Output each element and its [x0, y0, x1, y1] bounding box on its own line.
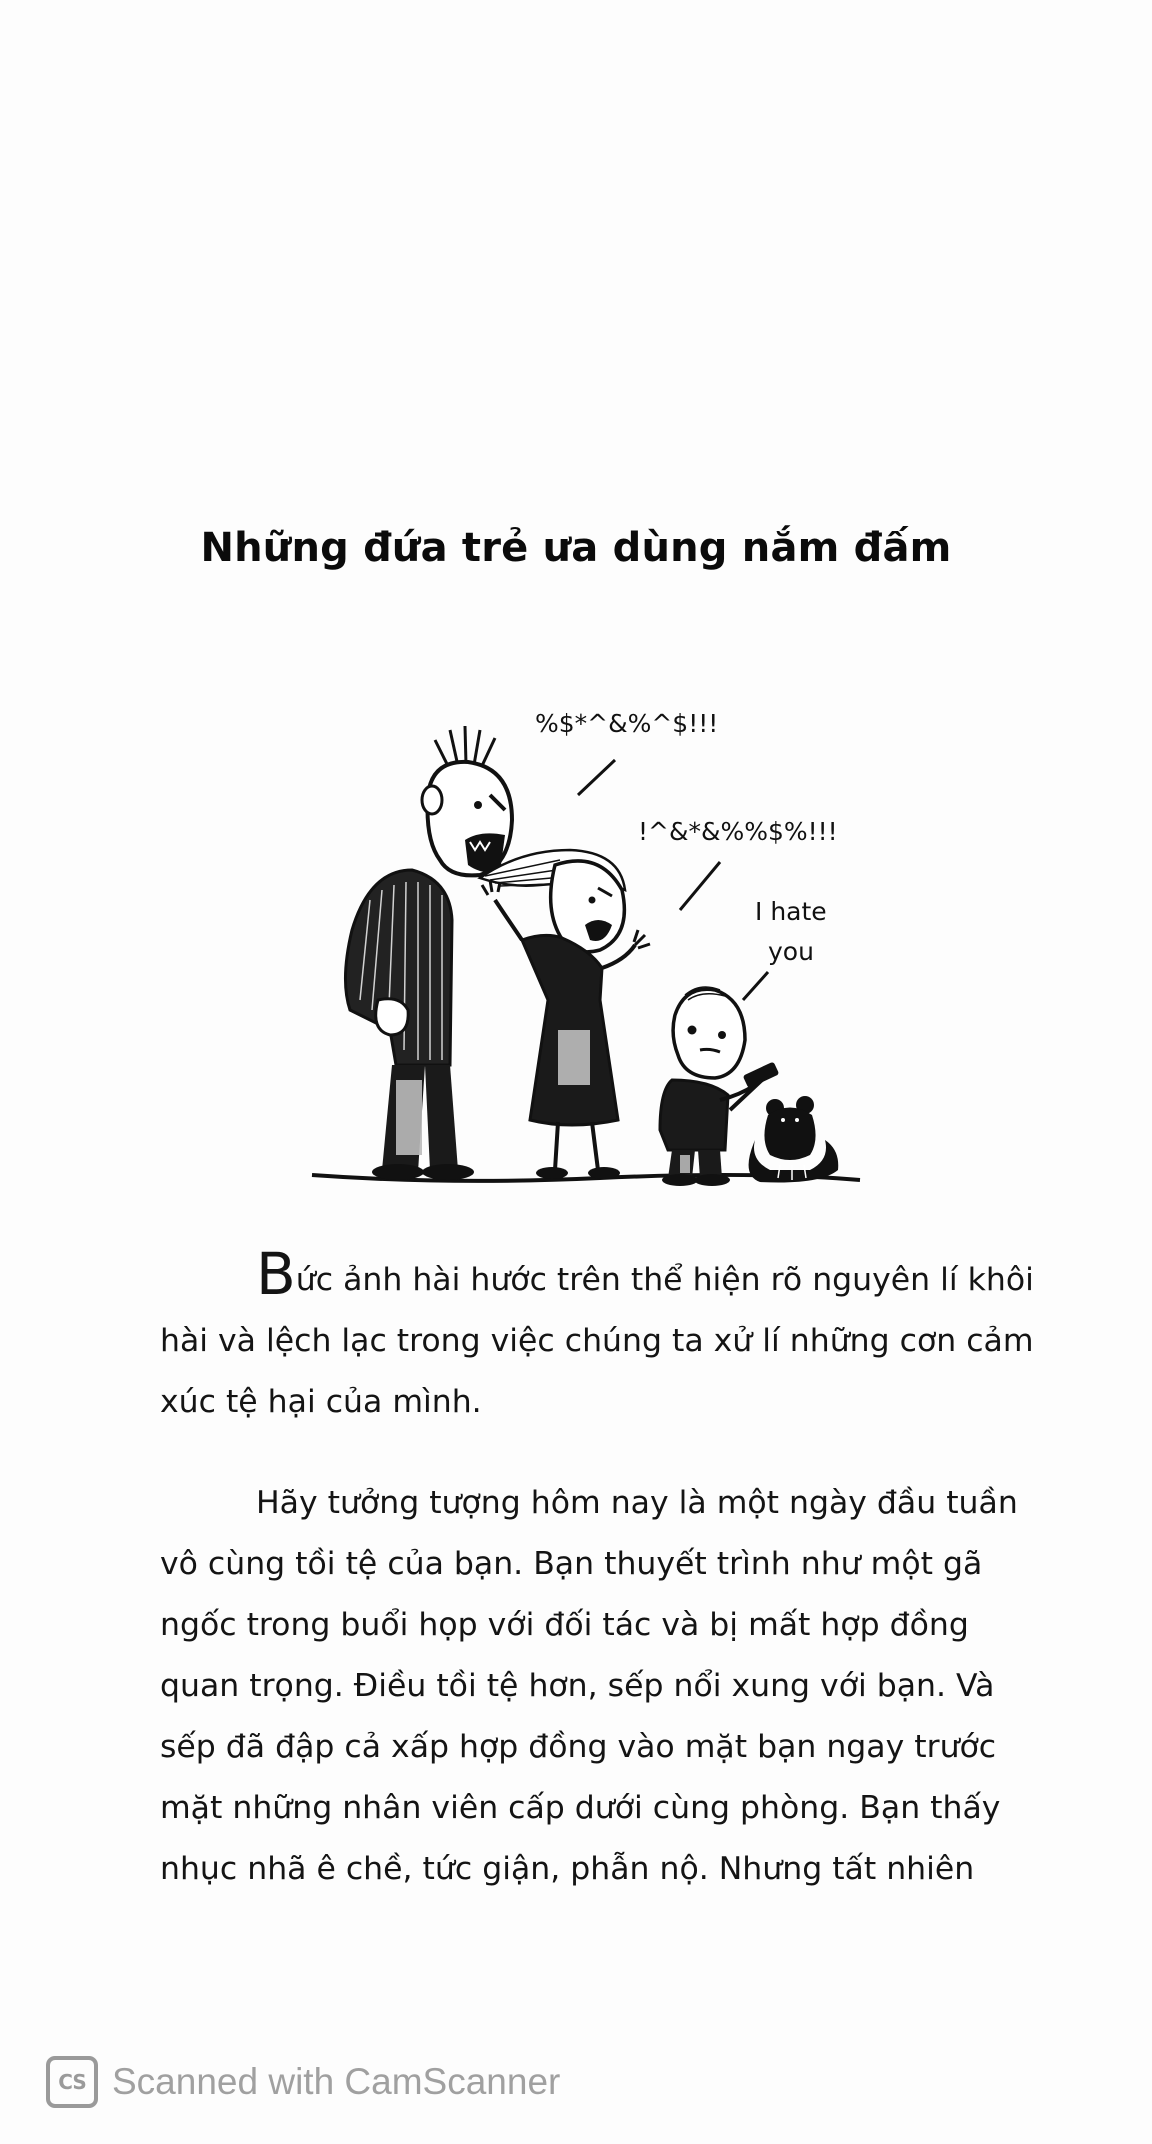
camscanner-watermark — [46, 2052, 560, 2112]
camscanner-logo-icon: CS — [46, 2056, 98, 2108]
watermark-text: Scanned with CamScanner — [112, 2061, 561, 2102]
family-cartoon-illustration — [300, 700, 880, 1220]
mother-speech-pointer — [680, 862, 720, 910]
mother-figure — [480, 850, 650, 1179]
father-figure — [345, 726, 512, 1180]
paragraph-2: Hãy tưởng tượng hôm nay là một ngày đầu tuần vô cùng tồi tệ của bạn. Bạn thuyết trình như một gã ngốc trong buổi họp với đối tác và bị mất hợp đồng quan trọng. Điều tồi tệ hơn, sếp nổi xung với bạn. Và sếp đã đập cả xấp hợp đồng vào mặt bạn ngay trước mặt những nhân viên cấp dưới cùng phòng. Bạn thấy nhục nhã ê chề, tức giận, phẫn nộ. Nhưng tất nhiên — [160, 1485, 1018, 1887]
paragraph-1-text: ức ảnh hài hước trên thể hiện rõ nguyên lí khôi hài và lệch lạc trong việc chúng ta xử lí những cơn cảm xúc tệ hại của mình. — [160, 1262, 1034, 1420]
father-speech-pointer — [578, 760, 615, 795]
paragraph-1 — [160, 1240, 1040, 1433]
child-figure — [660, 987, 779, 1186]
mother-speech-text: !^&*&%%$%!!! — [638, 817, 838, 846]
teddy-bear-figure — [749, 1096, 839, 1183]
child-speech-text-line2: you — [768, 937, 814, 966]
chapter-title: Những đứa trẻ ưa dùng nắm đấm — [200, 525, 952, 571]
body-text — [160, 1240, 1040, 1900]
child-speech-text-line1: I hate — [755, 897, 827, 926]
child-speech-pointer — [743, 972, 768, 1000]
drop-cap: B — [256, 1240, 296, 1308]
father-speech-text: %$*^&%^$!!! — [535, 709, 719, 738]
